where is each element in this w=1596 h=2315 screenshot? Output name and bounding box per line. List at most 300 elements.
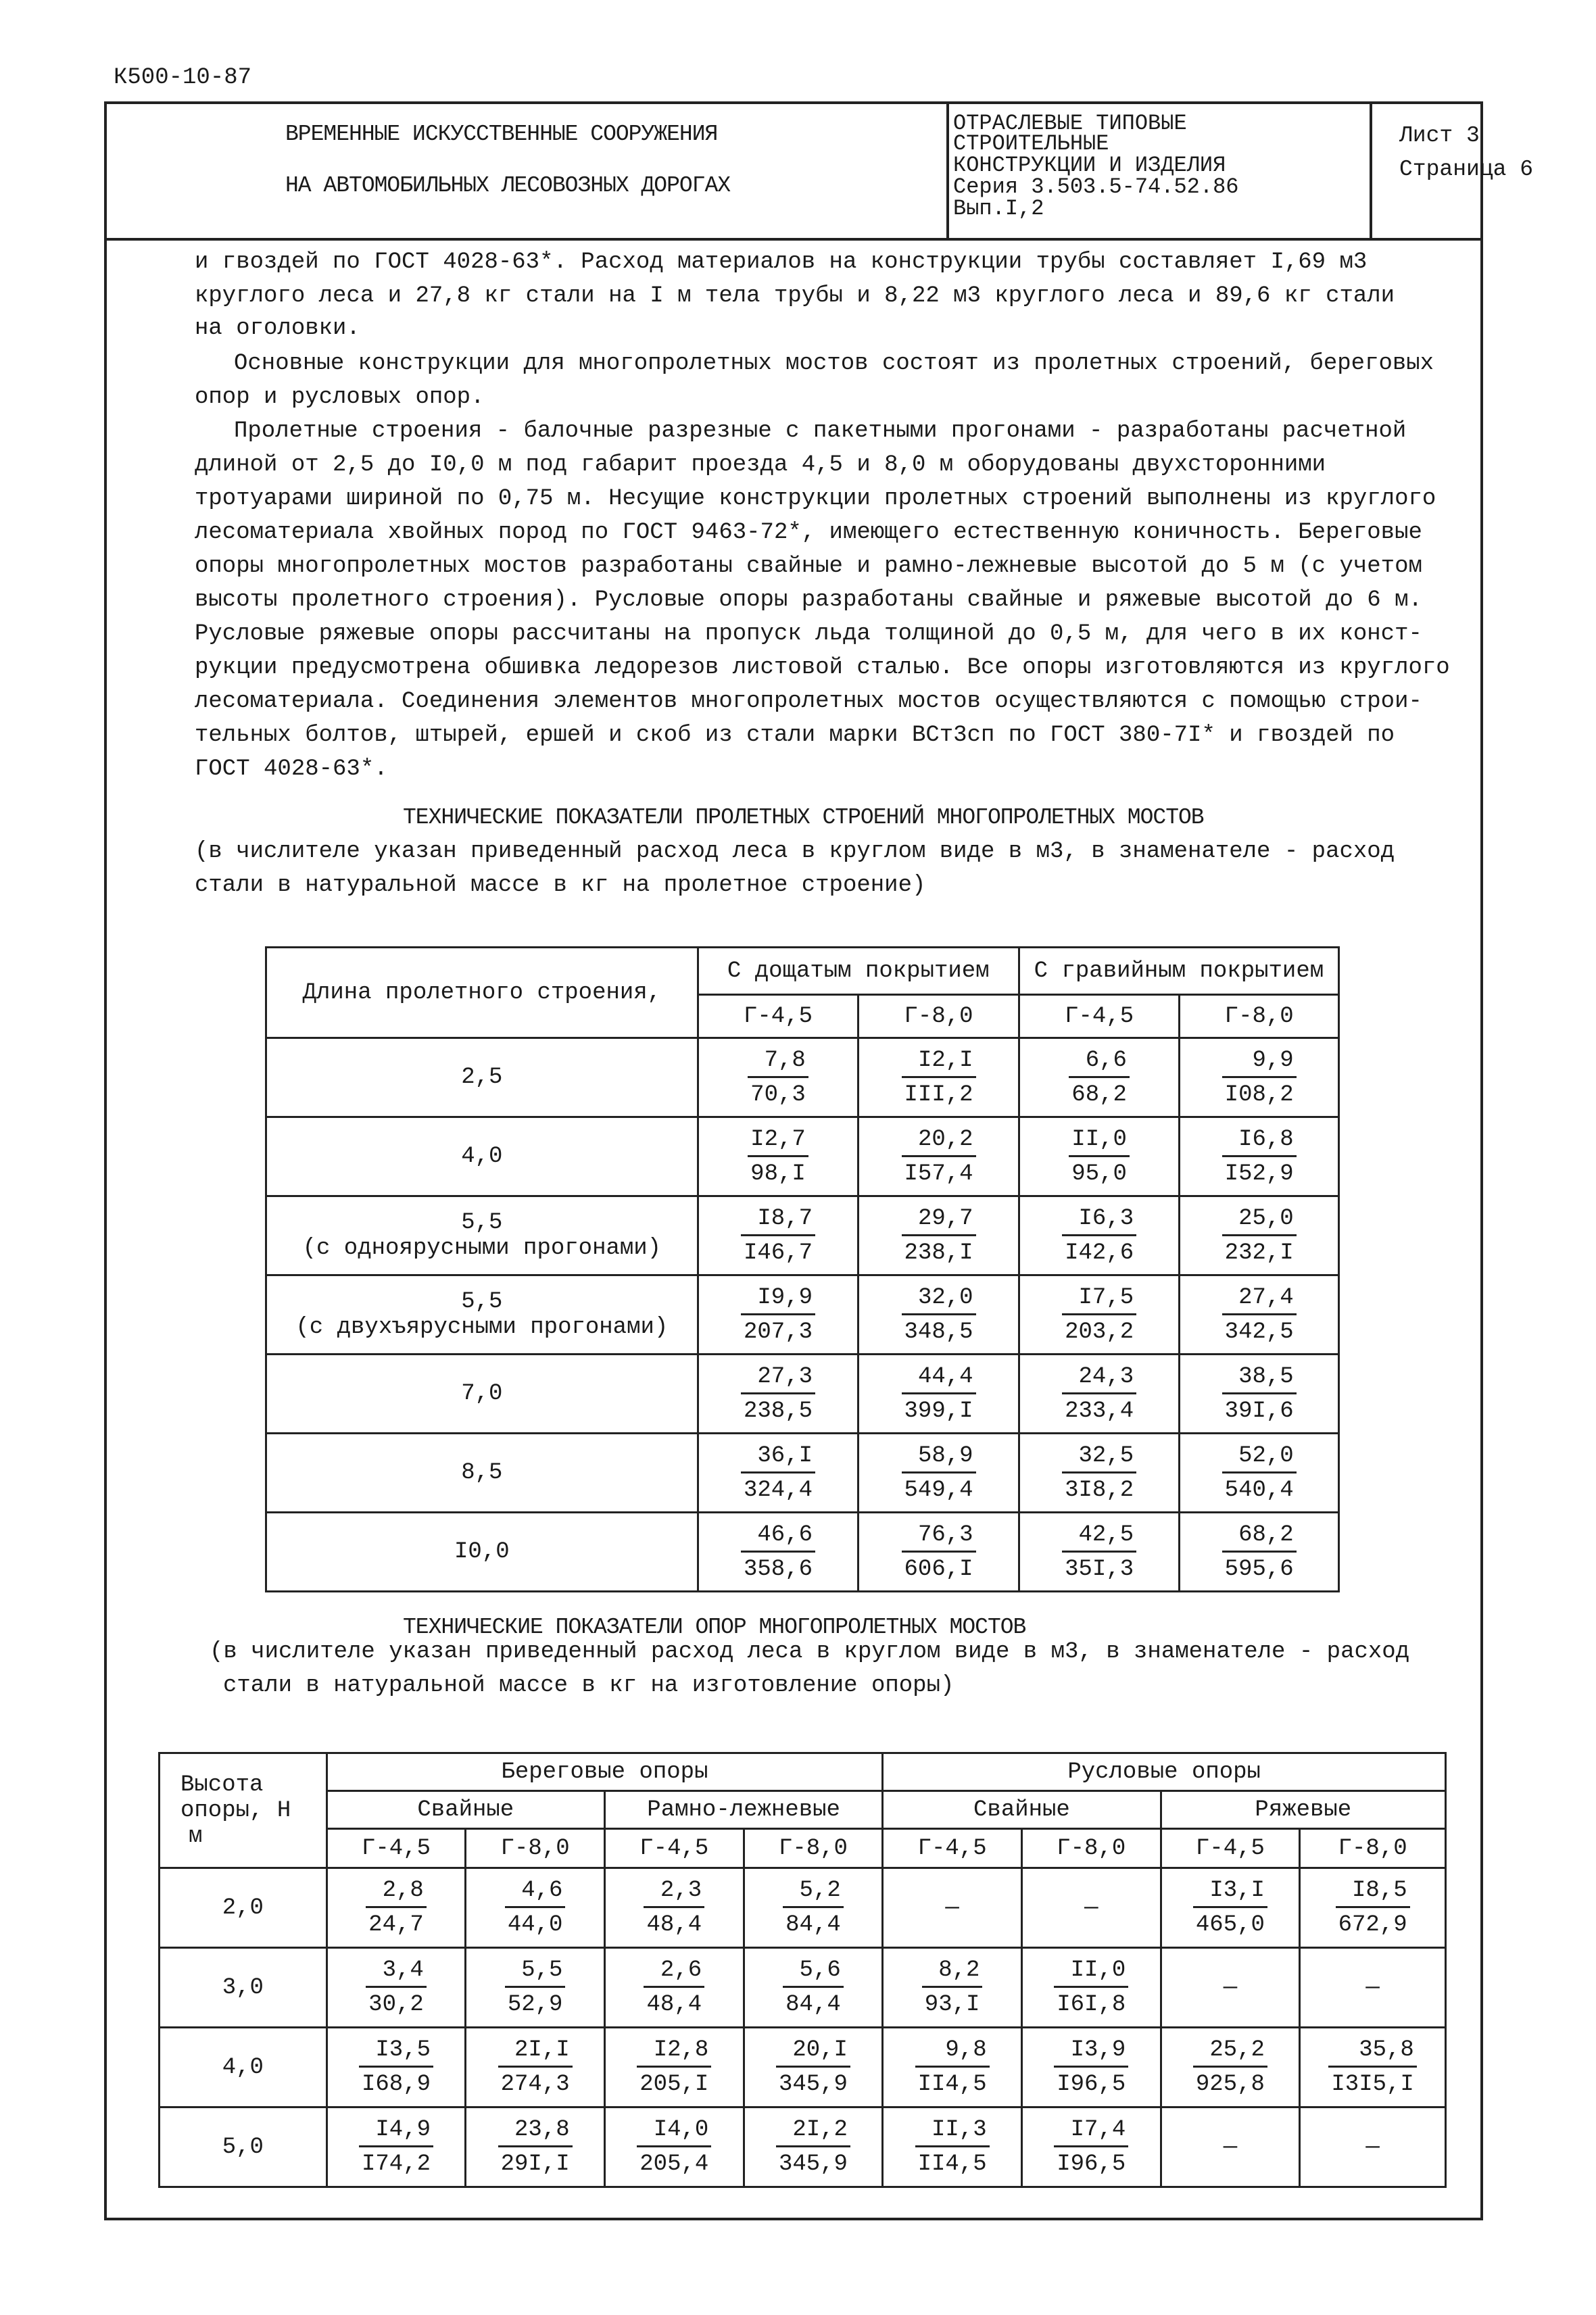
plank-deck-header: С дощатым покрытием bbox=[698, 948, 1019, 995]
timber-volume: 7,8 bbox=[748, 1048, 808, 1078]
span-length-header bbox=[266, 948, 698, 1038]
value-cell bbox=[883, 1868, 1022, 1948]
fraction bbox=[783, 1957, 844, 2018]
title-cell bbox=[104, 101, 949, 238]
value-cell bbox=[698, 1355, 859, 1434]
table-row bbox=[266, 1275, 1339, 1355]
channel-supports-header: Русловые опоры bbox=[883, 1753, 1446, 1791]
fraction bbox=[1062, 1364, 1136, 1424]
steel-mass: 68,2 bbox=[1071, 1081, 1127, 1108]
value-cell bbox=[859, 1434, 1019, 1513]
value-cell bbox=[859, 1355, 1019, 1434]
paragraph-line: Русловые ряжевые опоры рассчитаны на пропуск льда толщиной до 0,5 м, для чего в их конст- bbox=[195, 621, 1422, 647]
steel-mass: I96,5 bbox=[1057, 2072, 1126, 2097]
steel-mass: 48,4 bbox=[646, 1992, 702, 2018]
value-cell bbox=[1180, 1434, 1339, 1513]
timber-volume: 58,9 bbox=[902, 1443, 976, 1473]
timber-volume: 2I,2 bbox=[776, 2117, 850, 2147]
gauge-header: Г-4,5 bbox=[327, 1829, 466, 1868]
paragraph-line: Основные конструкции для многопролетных мостов состоят из пролетных строений, береговых bbox=[234, 351, 1434, 376]
steel-mass: 93,I bbox=[924, 1992, 980, 2018]
value-cell bbox=[1180, 1117, 1339, 1196]
value-cell bbox=[883, 2107, 1022, 2187]
fraction bbox=[902, 1522, 976, 1582]
span-length-cell bbox=[266, 1355, 698, 1434]
fraction bbox=[748, 1127, 808, 1187]
value-cell bbox=[327, 1868, 466, 1948]
page-number: Страница 6 bbox=[1399, 157, 1534, 182]
steel-mass: 84,4 bbox=[785, 1912, 841, 1938]
timber-volume: I9,9 bbox=[741, 1285, 815, 1315]
value-cell bbox=[604, 1868, 744, 1948]
timber-volume: 5,5 bbox=[505, 1957, 566, 1988]
gauge-header: Г-8,0 bbox=[744, 1829, 883, 1868]
fraction bbox=[1222, 1443, 1297, 1503]
fraction bbox=[915, 2037, 990, 2097]
sheet-cell bbox=[1372, 101, 1534, 238]
value-cell bbox=[1019, 1513, 1180, 1592]
value-cell bbox=[1019, 1196, 1180, 1275]
value-cell bbox=[744, 2028, 883, 2107]
value-cell bbox=[1161, 1868, 1300, 1948]
steel-mass: 925,8 bbox=[1195, 2072, 1265, 2097]
frame-sill-header: Рамно-лежневые bbox=[604, 1791, 882, 1829]
series-line: Серия 3.503.5-74.52.86 bbox=[953, 174, 1239, 199]
timber-volume: 6,6 bbox=[1069, 1048, 1130, 1078]
timber-volume: 32,0 bbox=[902, 1285, 976, 1315]
fraction bbox=[498, 2037, 573, 2097]
span-length-label: Длина пролетного строения, bbox=[302, 979, 662, 1006]
steel-mass: I42,6 bbox=[1065, 1240, 1134, 1266]
paragraph-line: Пролетные строения - балочные разрезные с пакетными прогонами - разработаны расчетной bbox=[234, 418, 1407, 444]
fraction bbox=[902, 1364, 976, 1424]
steel-mass: 70,3 bbox=[750, 1081, 806, 1108]
span-length: 8,5 bbox=[461, 1460, 503, 1486]
fraction bbox=[1336, 1878, 1410, 1938]
timber-volume: I3,5 bbox=[359, 2037, 433, 2068]
steel-mass: 274,3 bbox=[500, 2072, 570, 2097]
supports-indicators-table bbox=[158, 1752, 1447, 2188]
value-cell bbox=[1300, 1868, 1446, 1948]
value-cell bbox=[1180, 1196, 1339, 1275]
value-cell bbox=[604, 2107, 744, 2187]
value-cell bbox=[698, 1117, 859, 1196]
value-cell bbox=[698, 1275, 859, 1355]
value-cell bbox=[604, 2028, 744, 2107]
fraction bbox=[1222, 1206, 1297, 1266]
value-cell bbox=[859, 1196, 1019, 1275]
timber-volume: 27,4 bbox=[1222, 1285, 1297, 1315]
fraction bbox=[902, 1127, 976, 1187]
pile-header: Свайные bbox=[327, 1791, 604, 1829]
crib-header: Ряжевые bbox=[1161, 1791, 1445, 1829]
span-length-cell bbox=[266, 1513, 698, 1592]
timber-volume: 5,2 bbox=[783, 1878, 844, 1908]
value-cell bbox=[1019, 1355, 1180, 1434]
table-row bbox=[266, 1434, 1339, 1513]
gauge-header: Г-8,0 bbox=[1300, 1829, 1446, 1868]
steel-mass: I68,9 bbox=[361, 2072, 431, 2097]
fraction bbox=[1222, 1048, 1297, 1108]
paragraph-line: опоры многопролетных мостов разработаны свайные и рамно-лежневые высотой до 5 м (с учетом bbox=[195, 554, 1422, 579]
fraction bbox=[366, 1957, 427, 2018]
steel-mass: I3I5,I bbox=[1331, 2072, 1414, 2097]
value-cell bbox=[327, 1948, 466, 2028]
fraction bbox=[1054, 1957, 1128, 2018]
fraction bbox=[902, 1285, 976, 1345]
value-cell bbox=[883, 2028, 1022, 2107]
steel-mass: 324,4 bbox=[743, 1477, 813, 1503]
fraction bbox=[505, 1878, 566, 1938]
timber-volume: 23,8 bbox=[498, 2117, 573, 2147]
timber-volume: 3,4 bbox=[366, 1957, 427, 1988]
steel-mass: I52,9 bbox=[1224, 1161, 1294, 1187]
steel-mass: 540,4 bbox=[1224, 1477, 1294, 1503]
steel-mass: 24,7 bbox=[368, 1912, 424, 1938]
sheet-number: Лист 3 bbox=[1399, 123, 1480, 148]
steel-mass: 84,4 bbox=[785, 1992, 841, 2018]
fraction bbox=[922, 1957, 983, 2018]
fraction bbox=[498, 2117, 573, 2177]
value-cell bbox=[883, 1948, 1022, 2028]
table-row bbox=[266, 1355, 1339, 1434]
fraction bbox=[366, 1878, 427, 1938]
table2-note: (в числителе указан приведенный расход леса в круглом виде в м3, в знаменателе - расход bbox=[210, 1639, 1410, 1665]
value-cell bbox=[466, 2107, 605, 2187]
timber-volume: 25,2 bbox=[1193, 2037, 1267, 2068]
value-cell bbox=[744, 2107, 883, 2187]
value-cell bbox=[1019, 1275, 1180, 1355]
fraction bbox=[644, 1878, 704, 1938]
timber-volume: I7,5 bbox=[1062, 1285, 1136, 1315]
timber-volume: I2,8 bbox=[637, 2037, 711, 2068]
fraction bbox=[776, 2117, 850, 2177]
steel-mass: I6I,8 bbox=[1057, 1992, 1126, 2018]
timber-volume: II,0 bbox=[1069, 1127, 1130, 1157]
timber-volume: 9,8 bbox=[915, 2037, 990, 2068]
value-cell bbox=[1019, 1117, 1180, 1196]
value-cell bbox=[698, 1038, 859, 1117]
timber-volume: I3,9 bbox=[1054, 2037, 1128, 2068]
value-cell bbox=[744, 1868, 883, 1948]
table-row bbox=[266, 1038, 1339, 1117]
paragraph-line: высоты пролетного строения). Русловые опоры разработаны свайные и ряжевые высотой до 6 м. bbox=[195, 587, 1422, 613]
document-code: К500-10-87 bbox=[114, 65, 252, 91]
paragraph-line: и гвоздей по ГОСТ 4028-63*. Расход материалов на конструкции трубы составляет I,69 м3 bbox=[195, 249, 1368, 275]
value-cell bbox=[1180, 1038, 1339, 1117]
fraction bbox=[1222, 1285, 1297, 1345]
value-cell bbox=[1019, 1038, 1180, 1117]
steel-mass: 95,0 bbox=[1071, 1161, 1127, 1187]
series-line: СТРОИТЕЛЬНЫЕ bbox=[953, 131, 1109, 156]
timber-volume: 76,3 bbox=[902, 1522, 976, 1553]
fraction bbox=[748, 1048, 808, 1108]
timber-volume: 20,I bbox=[776, 2037, 850, 2068]
timber-volume: 42,5 bbox=[1062, 1522, 1136, 1553]
timber-volume: I6,3 bbox=[1062, 1206, 1136, 1236]
fraction bbox=[644, 1957, 704, 2018]
span-length-cell bbox=[266, 1117, 698, 1196]
timber-volume: 2,3 bbox=[644, 1878, 704, 1908]
table1-title: ТЕХНИЧЕСКИЕ ПОКАЗАТЕЛИ ПРОЛЕТНЫХ СТРОЕНИЙ МНОГОПРОЛЕТНЫХ МОСТОВ bbox=[403, 805, 1204, 830]
not-applicable: — bbox=[1365, 1974, 1380, 2001]
timber-volume: I8,5 bbox=[1336, 1878, 1410, 1908]
value-cell bbox=[327, 2028, 466, 2107]
timber-volume: I2,I bbox=[902, 1048, 976, 1078]
not-applicable: — bbox=[1223, 1974, 1238, 2001]
paragraph-line: на оголовки. bbox=[195, 316, 360, 341]
timber-volume: 2I,I bbox=[498, 2037, 573, 2068]
fraction bbox=[637, 2037, 711, 2097]
steel-mass: I96,5 bbox=[1057, 2151, 1126, 2177]
paragraph-line: длиной от 2,5 до I0,0 м под габарит проезда 4,5 и 8,0 м оборудованы двухсторонними bbox=[195, 452, 1326, 478]
fraction bbox=[783, 1878, 844, 1938]
timber-volume: I7,4 bbox=[1054, 2117, 1128, 2147]
series-line: КОНСТРУКЦИИ И ИЗДЕЛИЯ bbox=[953, 153, 1226, 178]
timber-volume: 27,3 bbox=[741, 1364, 815, 1394]
steel-mass: 3I8,2 bbox=[1065, 1477, 1134, 1503]
paragraph-line: лесоматериала. Соединения элементов многопролетных мостов осуществляются с помощью строи- bbox=[195, 689, 1422, 714]
fraction bbox=[359, 2037, 433, 2097]
timber-volume: 38,5 bbox=[1222, 1364, 1297, 1394]
fraction bbox=[1062, 1206, 1136, 1266]
value-cell bbox=[1019, 1434, 1180, 1513]
fraction bbox=[1328, 2037, 1416, 2097]
steel-mass: 342,5 bbox=[1224, 1319, 1294, 1345]
height-label: опоры, Н bbox=[180, 1797, 291, 1824]
value-cell bbox=[698, 1196, 859, 1275]
span-length: 5,5 bbox=[461, 1210, 503, 1236]
timber-volume: 46,6 bbox=[741, 1522, 815, 1553]
steel-mass: 98,I bbox=[750, 1161, 806, 1187]
span-length-cell bbox=[266, 1275, 698, 1355]
pile-header: Свайные bbox=[883, 1791, 1161, 1829]
steel-mass: II4,5 bbox=[917, 2072, 987, 2097]
span-variant: (с одноярусными прогонами) bbox=[302, 1236, 662, 1261]
steel-mass: 345,9 bbox=[778, 2072, 848, 2097]
timber-volume: II,0 bbox=[1054, 1957, 1128, 1988]
steel-mass: 207,3 bbox=[743, 1319, 813, 1345]
title-line-1: ВРЕМЕННЫЕ ИСКУССТВЕННЫЕ СООРУЖЕНИЯ bbox=[285, 122, 718, 147]
span-length: 4,0 bbox=[461, 1144, 503, 1169]
value-cell bbox=[1300, 2028, 1446, 2107]
paragraph-line: тротуарами шириной по 0,75 м. Несущие конструкции пролетных строений выполнены из круглого bbox=[195, 486, 1436, 512]
fraction bbox=[741, 1285, 815, 1345]
value-cell bbox=[859, 1117, 1019, 1196]
steel-mass: 205,4 bbox=[639, 2151, 709, 2177]
fraction bbox=[1062, 1443, 1136, 1503]
steel-mass: 238,I bbox=[904, 1240, 973, 1266]
height-unit: м bbox=[189, 1823, 203, 1849]
fraction bbox=[637, 2117, 711, 2177]
steel-mass: 39I,6 bbox=[1224, 1398, 1294, 1424]
value-cell bbox=[1161, 2028, 1300, 2107]
timber-volume: I2,7 bbox=[748, 1127, 808, 1157]
fraction bbox=[1222, 1522, 1297, 1582]
value-cell bbox=[1021, 1868, 1161, 1948]
gauge-header: Г-8,0 bbox=[1021, 1829, 1161, 1868]
value-cell bbox=[1021, 1948, 1161, 2028]
fraction bbox=[359, 2117, 433, 2177]
table-row bbox=[266, 1117, 1339, 1196]
table-row bbox=[160, 2028, 1446, 2107]
fraction bbox=[1062, 1522, 1136, 1582]
steel-mass: 358,6 bbox=[743, 1556, 813, 1582]
value-cell bbox=[1180, 1355, 1339, 1434]
steel-mass: 52,9 bbox=[507, 1992, 563, 2018]
table1-note: стали в натуральной массе в кг на пролетное строение) bbox=[195, 873, 926, 898]
fraction bbox=[741, 1364, 815, 1424]
span-length-cell bbox=[266, 1038, 698, 1117]
steel-mass: 48,4 bbox=[646, 1912, 702, 1938]
timber-volume: 32,5 bbox=[1062, 1443, 1136, 1473]
span-length: 5,5 bbox=[461, 1289, 503, 1315]
fraction bbox=[1193, 2037, 1267, 2097]
value-cell bbox=[1300, 2107, 1446, 2187]
span-length-cell bbox=[266, 1196, 698, 1275]
value-cell bbox=[859, 1275, 1019, 1355]
table-row bbox=[266, 1513, 1339, 1592]
steel-mass: I46,7 bbox=[743, 1240, 813, 1266]
steel-mass: 29I,I bbox=[500, 2151, 570, 2177]
span-indicators-table bbox=[265, 946, 1340, 1592]
timber-volume: 5,6 bbox=[783, 1957, 844, 1988]
timber-volume: 9,9 bbox=[1222, 1048, 1297, 1078]
table-row bbox=[160, 1868, 1446, 1948]
steel-mass: 44,0 bbox=[507, 1912, 563, 1938]
gauge-header: Г-4,5 bbox=[883, 1829, 1022, 1868]
timber-volume: I6,8 bbox=[1222, 1127, 1297, 1157]
span-length: 7,0 bbox=[461, 1381, 503, 1407]
paragraph-line: рукции предусмотрена обшивка ледорезов листовой сталью. Все опоры изготовляются из круглого bbox=[195, 655, 1450, 681]
steel-mass: 672,9 bbox=[1338, 1912, 1407, 1938]
gauge-header: Г-4,5 bbox=[698, 995, 859, 1038]
gauge-header: Г-4,5 bbox=[1161, 1829, 1300, 1868]
title-block bbox=[104, 101, 1534, 241]
fraction bbox=[1054, 2037, 1128, 2097]
paragraph-line: лесоматериала хвойных пород по ГОСТ 9463-72*, имеющего естественную коничность. Береговые bbox=[195, 520, 1422, 545]
fraction bbox=[741, 1522, 815, 1582]
value-cell bbox=[744, 1948, 883, 2028]
steel-mass: 35I,3 bbox=[1065, 1556, 1134, 1582]
timber-volume: 24,3 bbox=[1062, 1364, 1136, 1394]
gauge-header: Г-8,0 bbox=[859, 995, 1019, 1038]
timber-volume: 35,8 bbox=[1328, 2037, 1416, 2068]
timber-volume: 2,6 bbox=[644, 1957, 704, 1988]
series-line: ОТРАСЛЕВЫЕ ТИПОВЫЕ bbox=[953, 111, 1187, 136]
fraction bbox=[1193, 1878, 1267, 1938]
paragraph-line: тельных болтов, штырей, ершей и скоб из стали марки ВСт3сп по ГОСТ 380-7I* и гвоздей по bbox=[195, 723, 1395, 748]
paragraph-line: ГОСТ 4028-63*. bbox=[195, 756, 388, 782]
table-row bbox=[160, 2107, 1446, 2187]
value-cell bbox=[1180, 1275, 1339, 1355]
fraction bbox=[915, 2117, 990, 2177]
steel-mass: I74,2 bbox=[361, 2151, 431, 2177]
value-cell bbox=[698, 1434, 859, 1513]
series-line: Вып.I,2 bbox=[953, 196, 1044, 221]
span-length: I0,0 bbox=[454, 1539, 510, 1565]
fraction bbox=[741, 1443, 815, 1503]
value-cell bbox=[466, 1948, 605, 2028]
value-cell bbox=[604, 1948, 744, 2028]
paragraph-line: круглого леса и 27,8 кг стали на I м тела трубы и 8,22 м3 круглого леса и 89,6 кг стали bbox=[195, 283, 1395, 309]
fraction bbox=[1069, 1127, 1130, 1187]
fraction bbox=[505, 1957, 566, 2018]
timber-volume: 20,2 bbox=[902, 1127, 976, 1157]
span-length: 2,5 bbox=[461, 1065, 503, 1090]
value-cell bbox=[1161, 1948, 1300, 2028]
timber-volume: 44,4 bbox=[902, 1364, 976, 1394]
value-cell bbox=[1161, 2107, 1300, 2187]
not-applicable: — bbox=[945, 1895, 959, 1921]
timber-volume: I4,0 bbox=[637, 2117, 711, 2147]
value-cell bbox=[859, 1038, 1019, 1117]
table2-note: стали в натуральной массе в кг на изготовление опоры) bbox=[223, 1673, 954, 1699]
support-height: 4,0 bbox=[160, 2028, 327, 2107]
steel-mass: III,2 bbox=[904, 1081, 973, 1108]
support-height: 5,0 bbox=[160, 2107, 327, 2187]
gauge-header: Г-8,0 bbox=[466, 1829, 605, 1868]
fraction bbox=[902, 1206, 976, 1266]
gauge-header: Г-8,0 bbox=[1180, 995, 1339, 1038]
fraction bbox=[1222, 1364, 1297, 1424]
not-applicable: — bbox=[1084, 1895, 1098, 1921]
steel-mass: 465,0 bbox=[1195, 1912, 1265, 1938]
not-applicable: — bbox=[1365, 2134, 1380, 2160]
steel-mass: 606,I bbox=[904, 1556, 973, 1582]
value-cell bbox=[1300, 1948, 1446, 2028]
value-cell bbox=[327, 2107, 466, 2187]
timber-volume: 29,7 bbox=[902, 1206, 976, 1236]
support-height: 2,0 bbox=[160, 1868, 327, 1948]
fraction bbox=[1054, 2117, 1128, 2177]
timber-volume: I8,7 bbox=[741, 1206, 815, 1236]
gravel-deck-header: С гравийным покрытием bbox=[1019, 948, 1338, 995]
steel-mass: I57,4 bbox=[904, 1161, 973, 1187]
steel-mass: 232,I bbox=[1224, 1240, 1294, 1266]
timber-volume: 52,0 bbox=[1222, 1443, 1297, 1473]
table2-title: ТЕХНИЧЕСКИЕ ПОКАЗАТЕЛИ ОПОР МНОГОПРОЛЕТНЫХ МОСТОВ bbox=[403, 1615, 1026, 1640]
steel-mass: 233,4 bbox=[1065, 1398, 1134, 1424]
steel-mass: 345,9 bbox=[778, 2151, 848, 2177]
bank-supports-header: Береговые опоры bbox=[327, 1753, 883, 1791]
timber-volume: 2,8 bbox=[366, 1878, 427, 1908]
fraction bbox=[902, 1443, 976, 1503]
steel-mass: 203,2 bbox=[1065, 1319, 1134, 1345]
steel-mass: 348,5 bbox=[904, 1319, 973, 1345]
paragraph-line: опор и русловых опор. bbox=[195, 385, 485, 410]
timber-volume: I4,9 bbox=[359, 2117, 433, 2147]
steel-mass: 30,2 bbox=[368, 1992, 424, 2018]
timber-volume: 4,6 bbox=[505, 1878, 566, 1908]
timber-volume: II,3 bbox=[915, 2117, 990, 2147]
title-line-2: НА АВТОМОБИЛЬНЫХ ЛЕСОВОЗНЫХ ДОРОГАХ bbox=[285, 173, 731, 198]
table-row bbox=[266, 1196, 1339, 1275]
fraction bbox=[741, 1206, 815, 1266]
timber-volume: 68,2 bbox=[1222, 1522, 1297, 1553]
fraction bbox=[902, 1048, 976, 1108]
steel-mass: II4,5 bbox=[917, 2151, 987, 2177]
steel-mass: 205,I bbox=[639, 2072, 709, 2097]
steel-mass: 549,4 bbox=[904, 1477, 973, 1503]
value-cell bbox=[466, 2028, 605, 2107]
gauge-header: Г-4,5 bbox=[1019, 995, 1180, 1038]
table1-note: (в числителе указан приведенный расход леса в круглом виде в м3, в знаменателе - расход bbox=[195, 839, 1395, 864]
span-length-cell bbox=[266, 1434, 698, 1513]
support-height-header bbox=[160, 1753, 327, 1868]
timber-volume: 25,0 bbox=[1222, 1206, 1297, 1236]
support-height: 3,0 bbox=[160, 1948, 327, 2028]
